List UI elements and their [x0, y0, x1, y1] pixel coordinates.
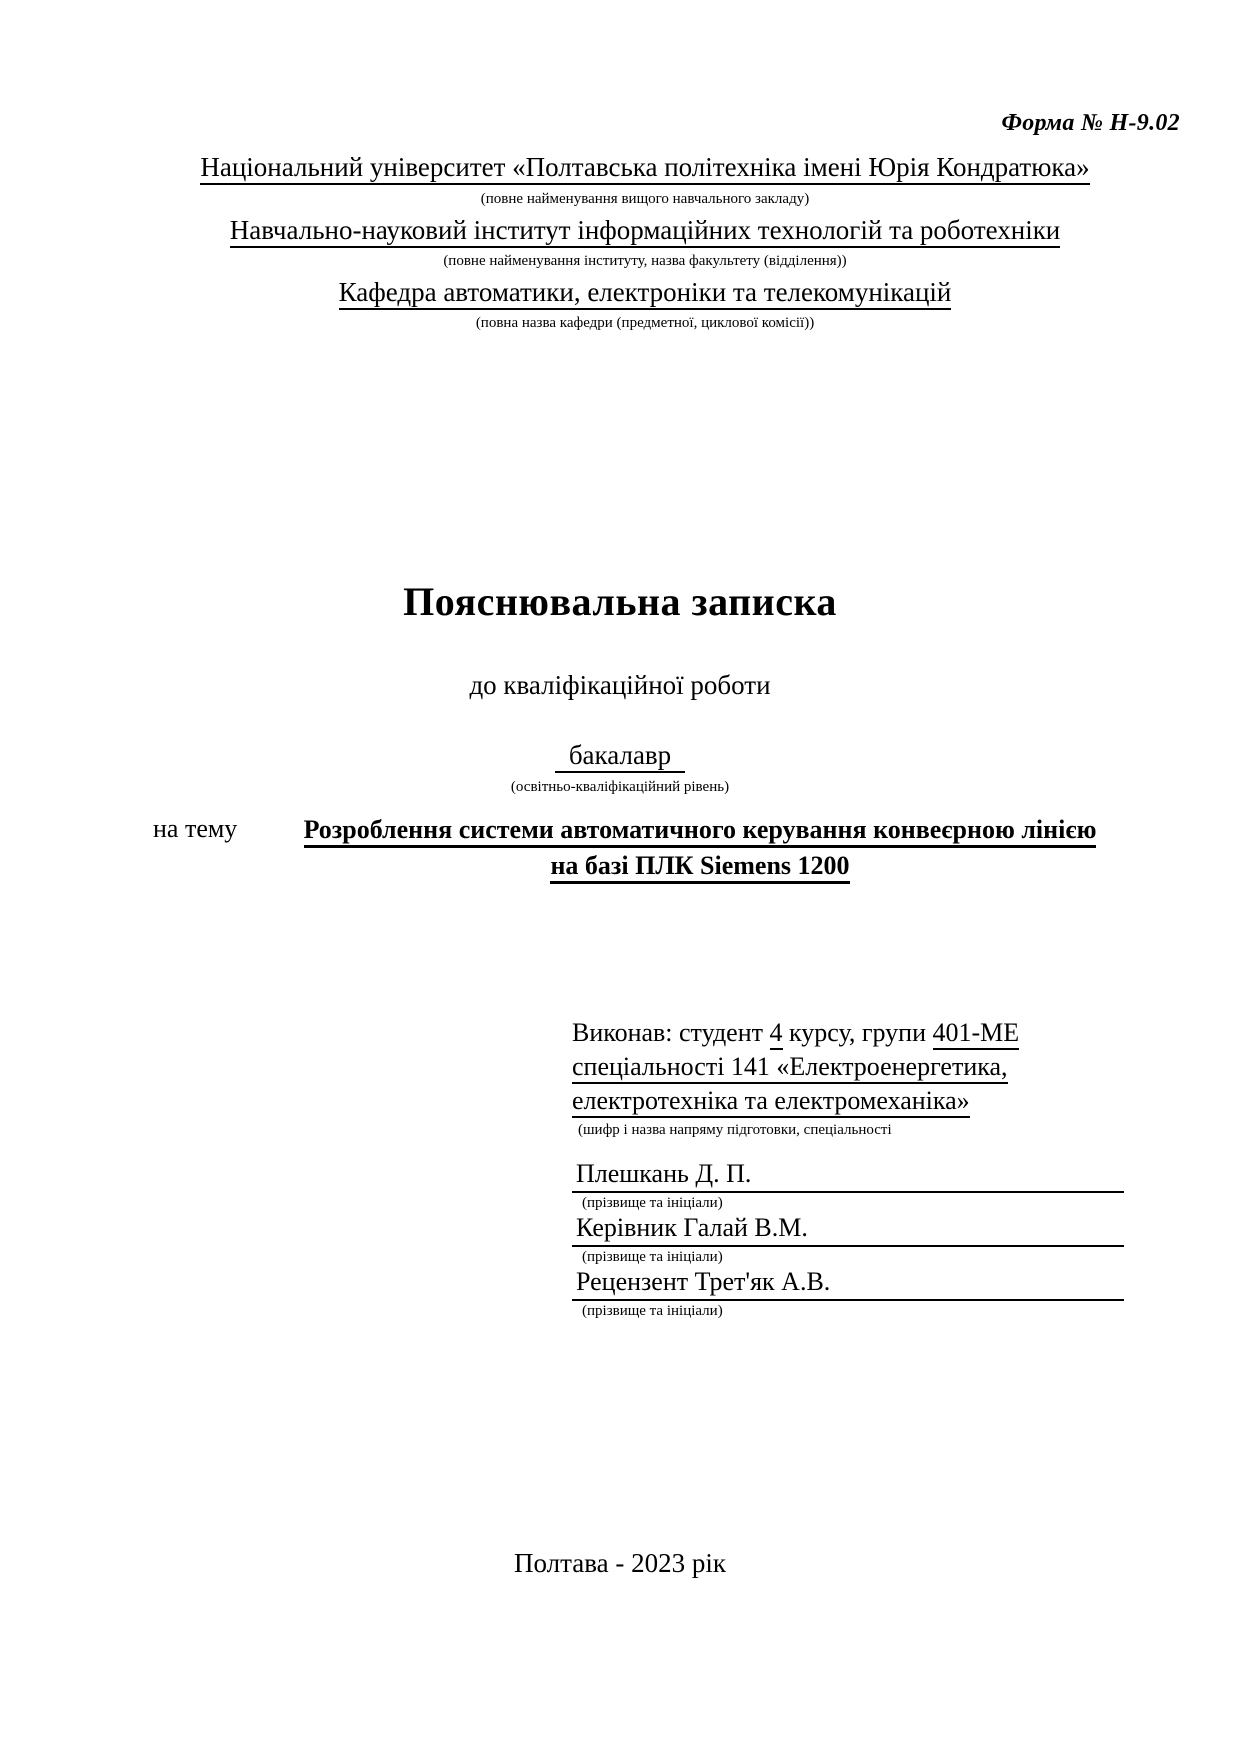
- reviewer-name-caption: (прізвище та ініціали): [582, 1303, 723, 1319]
- university-line: [130, 150, 1160, 184]
- degree-line: [0, 740, 1240, 771]
- document-title: Пояснювальна записка: [403, 579, 837, 624]
- performed-middle: курсу, групи: [782, 1018, 933, 1047]
- supervisor-name: Керівник Галай В.М.: [576, 1213, 808, 1242]
- degree-level: бакалавр: [555, 740, 685, 773]
- speciality-line-2: електротехніка та електромеханіка»: [572, 1084, 1124, 1118]
- performed-line: [572, 1016, 1124, 1050]
- performed-prefix: Виконав: студент: [572, 1018, 770, 1047]
- topic-line-2: на базі ПЛК Siemens 1200: [550, 851, 849, 884]
- institute-line: [130, 213, 1160, 247]
- supervisor-signature-row: [572, 1213, 1124, 1247]
- reviewer-signature-row: [572, 1267, 1124, 1301]
- department-caption: (повна назва кафедри (предметної, циклової комісії)): [475, 315, 815, 331]
- document-subtitle: до кваліфікаційної роботи: [469, 670, 771, 700]
- author-block: [572, 1016, 1124, 1319]
- supervisor-name-caption: (прізвище та ініціали): [582, 1249, 723, 1265]
- group-number: 401-МЕ: [933, 1018, 1020, 1050]
- city-year: Полтава - 2023 рік: [514, 1548, 726, 1578]
- topic-label: на тему: [153, 814, 238, 843]
- speciality-caption: (шифр і назва напряму підготовки, спеціальності: [578, 1122, 892, 1138]
- course-number: 4: [770, 1018, 783, 1050]
- department-line: [130, 275, 1160, 309]
- speciality-line-1: спеціальності 141 «Електроенергетика,: [572, 1050, 1124, 1084]
- degree-caption: (освітньо-кваліфікаційний рівень): [510, 779, 730, 795]
- institute-caption: (повне найменування інституту, назва факультету (відділення)): [443, 253, 847, 269]
- topic-line-1: Розроблення системи автоматичного керування конвеєрною лінією: [304, 815, 1097, 848]
- university-caption: (повне найменування вищого навчального закладу): [480, 191, 810, 207]
- department-name: Кафедра автоматики, електроніки та телекомунікацій: [339, 277, 952, 310]
- university-name: Національний університет «Полтавська політехніка імені Юрія Кондратюка»: [200, 152, 1089, 185]
- topic-title: [245, 812, 1155, 884]
- student-signature-row: [572, 1159, 1124, 1193]
- reviewer-name: Рецензент Трет'як А.В.: [576, 1267, 831, 1296]
- student-name-caption: (прізвище та ініціали): [582, 1195, 723, 1211]
- institute-name: Навчально-науковий інститут інформаційних технологій та роботехніки: [230, 215, 1061, 248]
- student-name: Плешкань Д. П.: [576, 1159, 752, 1188]
- form-number: Форма № Н-9.02: [1001, 110, 1180, 136]
